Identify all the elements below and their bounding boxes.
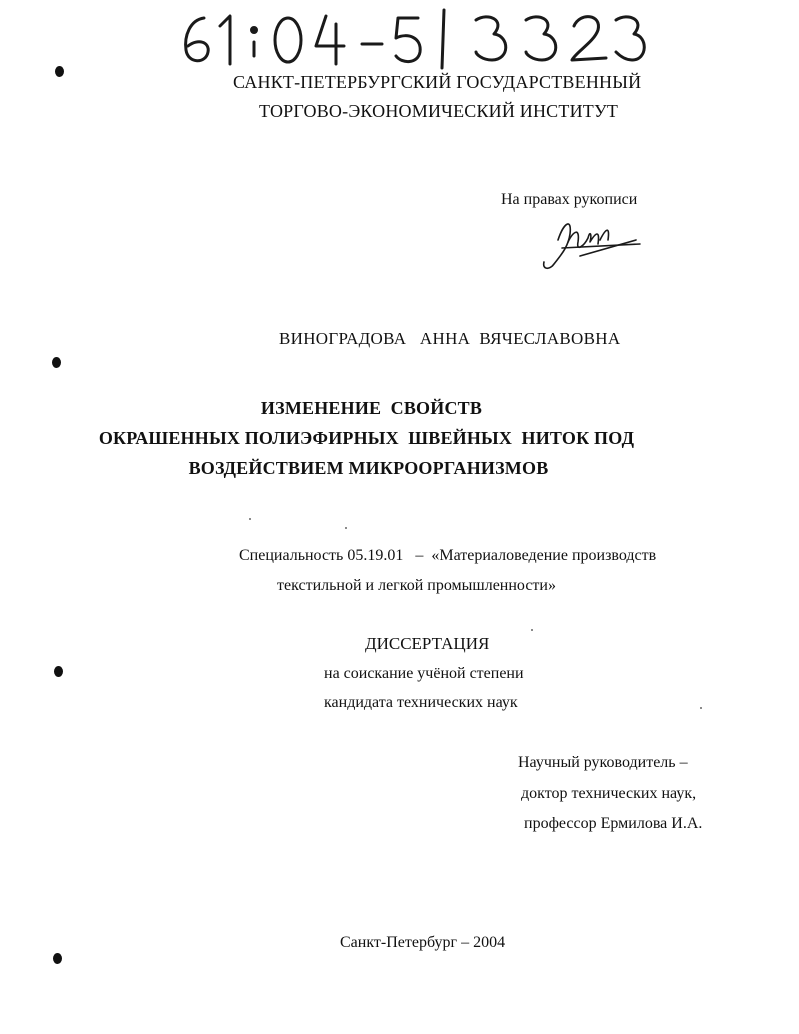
institute-name-line2: ТОРГОВО-ЭКОНОМИЧЕСКИЙ ИНСТИТУТ (259, 101, 619, 121)
author-signature (540, 212, 644, 272)
institute-name-line1: САНКТ-ПЕТЕРБУРГСКИЙ ГОСУДАРСТВЕННЫЙ (233, 72, 642, 92)
city-year: Санкт-Петербург – 2004 (340, 934, 506, 951)
dissertation-title-line1: ИЗМЕНЕНИЕ СВОЙСТВ (260, 398, 483, 418)
manuscript-rights-note: На правах рукописи (501, 191, 638, 208)
scan-speck (531, 629, 533, 631)
scan-speck (345, 527, 347, 529)
dissertation-title-line2: ОКРАШЕННЫХ ПОЛИЭФИРНЫХ ШВЕЙНЫХ НИТОК ПОД (98, 428, 635, 448)
specialty-line1: Специальность 05.19.01 – «Материаловедение производств (239, 547, 657, 564)
supervisor-line3: профессор Ермилова И.А. (524, 815, 703, 832)
degree-line1: на соискание учёной степени (324, 665, 524, 682)
dissertation-heading: ДИССЕРТАЦИЯ (365, 634, 490, 653)
punch-hole (55, 66, 64, 77)
degree-line2: кандидата технических наук (324, 694, 518, 711)
scan-speck (249, 518, 251, 520)
author-name: ВИНОГРАДОВА АННА ВЯЧЕСЛАВОВНА (279, 329, 621, 348)
specialty-line2: текстильной и легкой промышленности» (277, 577, 556, 594)
dissertation-title-line3: ВОЗДЕЙСТВИЕМ МИКРООРГАНИЗМОВ (188, 458, 549, 478)
scan-speck (700, 707, 702, 709)
punch-hole (54, 666, 63, 677)
punch-hole (53, 953, 62, 964)
archive-code-handwriting (176, 6, 646, 70)
punch-hole (52, 357, 61, 368)
supervisor-line1: Научный руководитель – (518, 754, 688, 771)
supervisor-line2: доктор технических наук, (521, 785, 697, 802)
